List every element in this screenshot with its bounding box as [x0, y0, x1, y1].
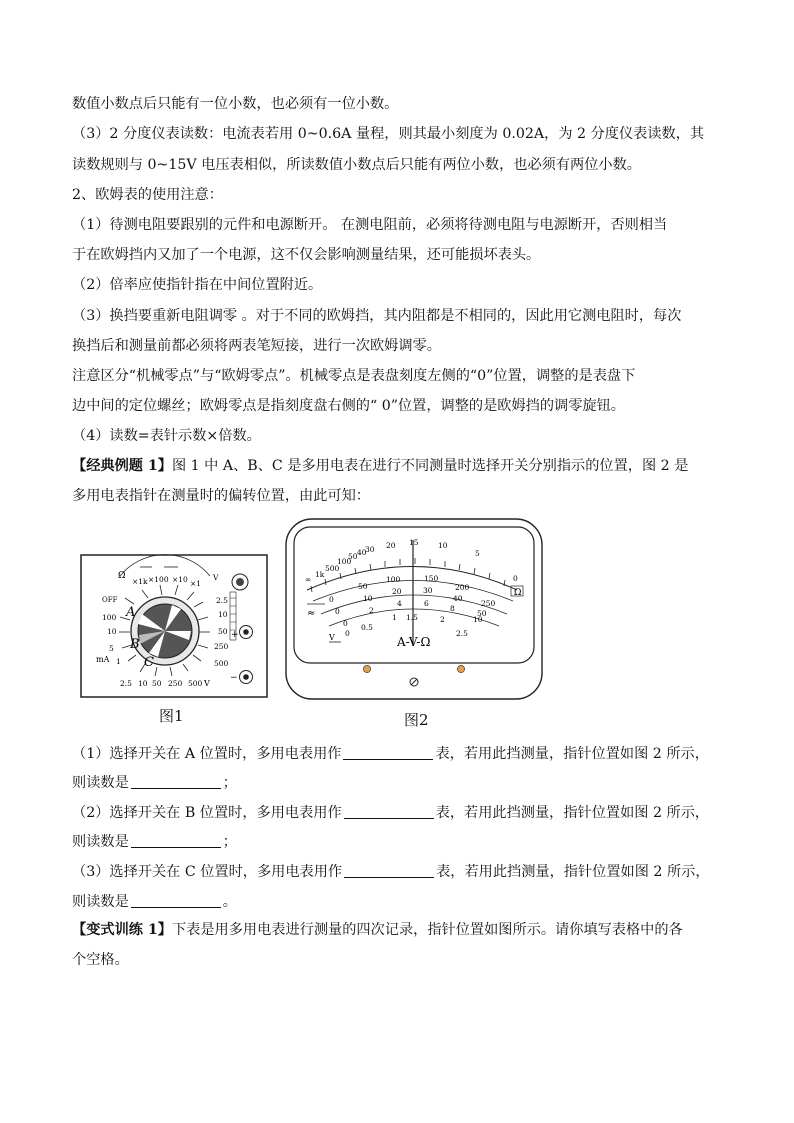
fig1-label-a: A: [126, 605, 136, 620]
text-line: 多用电表指针在测量时的偏转位置，由此可知：: [72, 488, 370, 504]
ohm-tick: 500: [325, 564, 340, 573]
fig1-plus: +: [231, 630, 239, 640]
brand-label: A-V-Ω: [397, 635, 431, 649]
scale4-tick: 2: [369, 606, 374, 615]
scale4-tick: 0: [343, 619, 348, 628]
scale5-tick: 2: [440, 615, 445, 624]
answer-blank-3a[interactable]: [344, 863, 434, 878]
answer-blank-1a[interactable]: [343, 745, 433, 760]
scale2-tick: 250: [481, 599, 496, 608]
fig1-r500: 500: [214, 659, 229, 668]
question-1-text: （1）选择开关在 A 位置时，多用电表用作: [72, 746, 342, 762]
ohm-tick: 15: [409, 538, 419, 547]
fig1-r50: 50: [218, 627, 228, 636]
answer-blank-2b[interactable]: [131, 833, 221, 848]
fig1-x10: ×10: [172, 575, 188, 584]
scale3-tick: 30: [423, 586, 433, 595]
fig1-ma: mA: [96, 655, 110, 664]
scale5-tick: 0: [345, 629, 350, 638]
fig1-b10: 10: [138, 679, 148, 688]
ohm-tick: 20: [386, 541, 396, 550]
question-3-text-b: 表，若用此挡测量，指针位置如图 2 所示，: [436, 864, 710, 880]
scale4-tick: 4: [397, 599, 402, 608]
figure-2-meter-dial: [285, 518, 543, 700]
scale3-tick: 0: [335, 607, 340, 616]
ohm-tick: 30: [365, 545, 375, 554]
scale5-tick: 0.5: [361, 623, 373, 632]
question-2-text: （2）选择开关在 B 位置时，多用电表用作: [72, 805, 342, 821]
fig1-100: 100: [102, 613, 117, 622]
text-line: 边中间的定位螺丝；欧姆零点是指刻度盘右侧的“ 0”位置，调整的是欧姆挡的调零旋钮。: [72, 398, 625, 414]
question-1-end: ；: [222, 775, 237, 791]
scale2-tick: 200: [455, 583, 470, 592]
example-line: [72, 456, 732, 476]
text-line: （3）2 分度仪表读数：电流表若用 0~0.6A 量程，则其最小刻度为 0.02A，为 2 分度仪表读数，其: [72, 126, 705, 142]
fig1-r10: 10: [218, 610, 228, 619]
text-line: 注意区分“机械零点”与“欧姆零点”。机械零点是表盘刻度左侧的“0”位置，调整的是表盘下: [72, 368, 636, 384]
question-3-text-c: 则读数是: [72, 894, 129, 910]
fig1-10: 10: [107, 627, 117, 636]
fig1-x1k: ×1k: [132, 577, 148, 586]
scale3-tick: 50: [477, 609, 487, 618]
text-line: （2）倍率应使指针指在中间位置附近。: [72, 277, 323, 293]
fig1-label-c: C: [144, 655, 154, 670]
fig1-b250: 250: [168, 679, 183, 688]
scale3-tick: 40: [453, 594, 463, 603]
fig1-r250: 250: [214, 642, 229, 651]
ac-tilde: ≈: [307, 608, 316, 619]
scale5-tick: 1: [392, 613, 397, 622]
text-line: 换挡后和测量前都必须将两表笔短接，进行一次欧姆调零。: [72, 338, 441, 354]
fig1-off: OFF: [102, 596, 118, 604]
fig1-v: V: [213, 573, 219, 582]
scale5-tick: 2.5: [456, 629, 468, 638]
figure-1-caption: 图1: [159, 707, 184, 725]
fig1-x1: ×1: [190, 579, 202, 588]
ohm-tick: 10: [438, 541, 448, 550]
question-3-text: （3）选择开关在 C 位置时，多用电表用作: [72, 864, 343, 880]
question-2-line: [72, 803, 732, 823]
fig1-5: 5: [109, 644, 114, 653]
ohm-tick: 100: [337, 557, 352, 566]
fig1-label-b: B: [130, 637, 140, 652]
ohm-tick: 50: [348, 552, 358, 561]
fig1-1: 1: [116, 657, 121, 666]
answer-blank-3b[interactable]: [131, 893, 221, 908]
text-line: （1）待测电阻要跟别的元件和电源断开。 在测电阻前，必须将待测电阻与电源断开，否则相当: [72, 217, 668, 233]
scale2-tick: 50: [358, 582, 368, 591]
question-3-line-2: [72, 892, 732, 912]
variant-label: 【变式训练 1】: [72, 922, 172, 938]
text-line: 个空格。: [72, 952, 129, 968]
answer-blank-1b[interactable]: [131, 774, 221, 789]
question-1-line: [72, 744, 732, 764]
ohm-tick: 1k: [315, 570, 325, 579]
ohm-tick: ∞: [305, 575, 312, 584]
text-line: （3）换挡要重新电阻调零 。对于不同的欧姆挡，其内阻都是不相同的，因此用它测电阻时，每次: [72, 308, 682, 324]
variant-line: [72, 920, 732, 940]
section-heading: 2、欧姆表的使用注意：: [72, 187, 223, 203]
text-line: （4）读数=表针示数×倍数。: [72, 428, 261, 444]
scale3-tick: 10: [363, 594, 373, 603]
fig1-b500: 500: [188, 679, 203, 688]
question-3-end: 。: [222, 894, 237, 910]
question-1-text-b: 表，若用此挡测量，指针位置如图 2 所示，: [435, 746, 709, 762]
scale5-tick: 1.5: [406, 613, 418, 622]
scale4-tick: 8: [450, 604, 455, 613]
answer-blank-2a[interactable]: [344, 804, 434, 819]
example-label: 【经典例题 1】: [72, 458, 172, 474]
text-line: 读数规则与 0~15V 电压表相似，所读数值小数点后只能有两位小数，也必须有两位小数。: [72, 157, 641, 173]
fig1-b25: 2.5: [120, 679, 132, 688]
question-2-end: ；: [222, 834, 237, 850]
figure-2-caption: 图2: [404, 711, 429, 729]
question-2-line-2: [72, 832, 732, 852]
question-2-text-c: 则读数是: [72, 834, 129, 850]
text-line: 于在欧姆挡内又加了一个电源，这不仅会影响测量结果，还可能损坏表头。: [72, 247, 541, 263]
question-1-line-2: [72, 773, 732, 793]
fig1-omega: Ω: [118, 571, 126, 581]
scale4-tick: 6: [424, 599, 429, 608]
fig1-r25: 2.5: [216, 596, 228, 605]
fig1-b50: 50: [152, 679, 162, 688]
ohm-unit: Ω: [514, 588, 522, 598]
scale2-tick: 0: [329, 595, 334, 604]
scale3-tick: 20: [392, 587, 402, 596]
ohm-tick: 0: [513, 574, 518, 583]
question-2-text-b: 表，若用此挡测量，指针位置如图 2 所示，: [435, 805, 710, 821]
text-line: 数值小数点后只能有一位小数，也必须有一位小数。: [72, 96, 399, 112]
scale2-tick: 150: [424, 574, 439, 583]
ohm-tick: 5: [475, 549, 480, 558]
figure-1-selector-switch: [80, 554, 268, 698]
scale4-tick: 10: [473, 615, 483, 624]
v-mark: V: [329, 633, 335, 642]
ohm-tick: 40: [357, 548, 367, 557]
fig1-bv: V: [204, 679, 210, 688]
question-1-text-c: 则读数是: [72, 775, 129, 791]
variant-text: 下表是用多用电表进行测量的四次记录，指针位置如图所示。请你填写表格中的各: [171, 922, 683, 938]
question-3-line: [72, 862, 732, 882]
fig1-minus: −: [230, 673, 238, 683]
scale2-tick: 100: [386, 575, 401, 584]
fig1-x100: ×100: [148, 575, 169, 584]
example-text: 图 1 中 A、B、C 是多用电表在进行不同测量时选择开关分别指示的位置，图 2 是: [171, 458, 689, 474]
